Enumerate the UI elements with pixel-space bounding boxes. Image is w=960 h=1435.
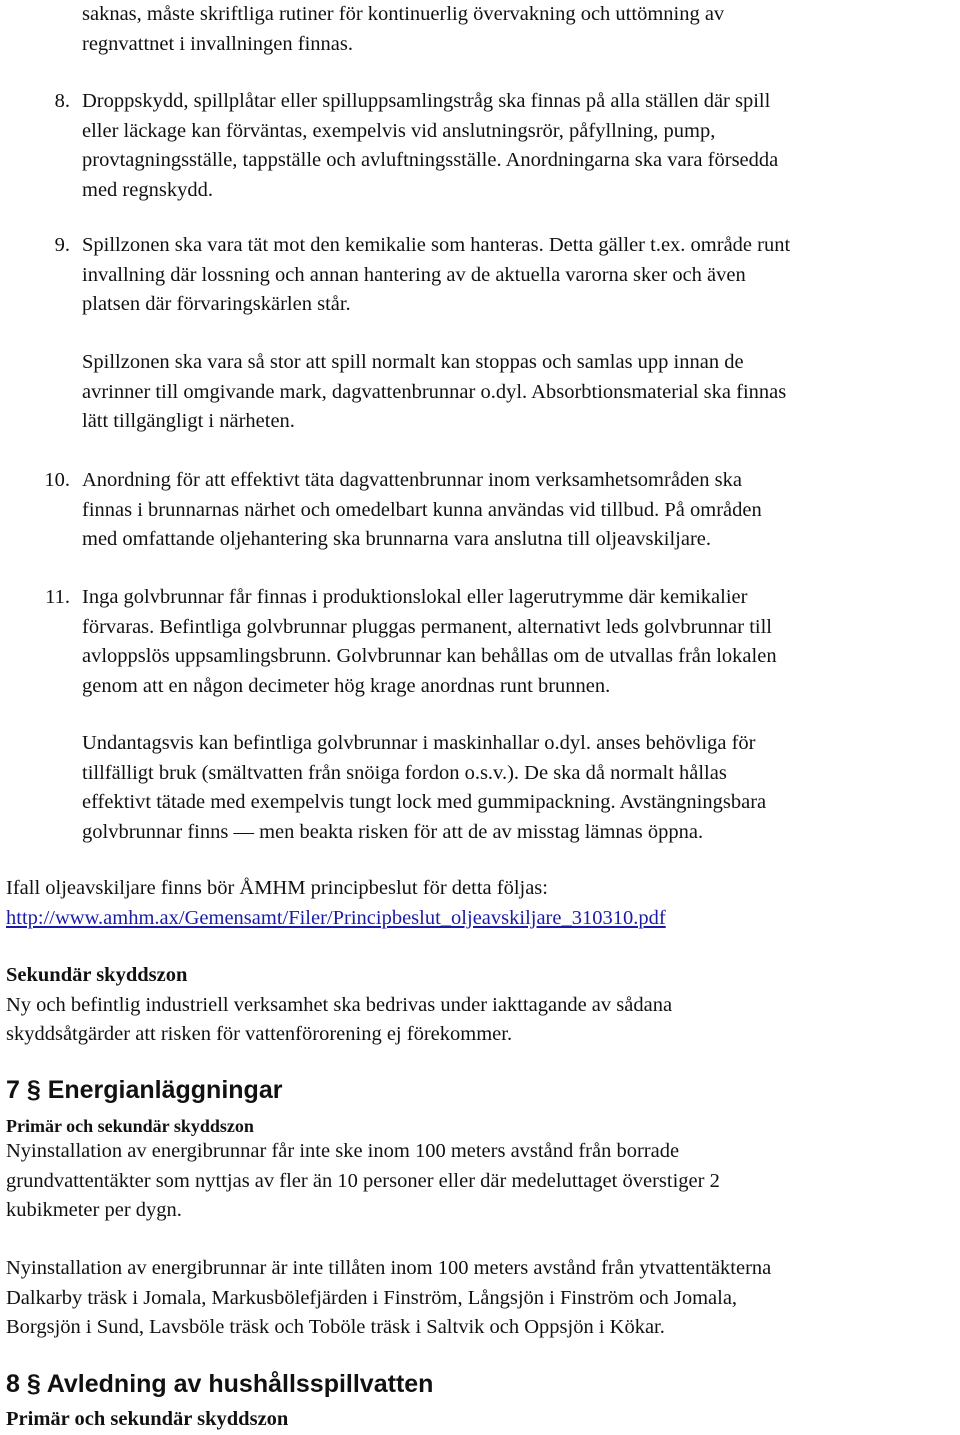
text-line: golvbrunnar finns — men beakta risken för att de av misstag lämnas öppna. [82,820,704,843]
text-line: tillfälligt bruk (smältvatten från snöiga fordon o.s.v.). De ska då normalt hållas [82,761,727,784]
text-line: Borgsjön i Sund, Lavsböle träsk och Toböle träsk i Saltvik och Oppsjön i Kökar. [6,1316,665,1338]
list-item-11 [82,583,950,701]
section-7-paragraph-1 [6,1137,956,1226]
list-item-8 [82,87,950,205]
text-line: Nyinstallation av energibrunnar får inte ske inom 100 meters avstånd från borrade [6,1140,680,1162]
text-line: med omfattande oljehantering ska brunnarna vara anslutna till oljeavskiljare. [82,528,712,550]
text-line: lätt tillgängligt i närheten. [82,410,295,432]
text-line: skyddsåtgärder att risken för vattenförorening ej förekommer. [6,1023,513,1045]
text-line: Droppskydd, spillplåtar eller spilluppsamlingstråg ska finnas på alla ställen där spill [82,90,771,112]
text-line: effektivt tätade med exempelvis tungt lock med gummipackning. Avstängningsbara [82,791,767,813]
text-line: kubikmeter per dygn. [6,1199,182,1221]
text-line: Anordning för att effektivt täta dagvattenbrunnar inom verksamhetsområden ska [82,469,742,491]
text-line: avrinner till omgivande mark, dagvattenbrunnar o.dyl. Absorbtionsmaterial ska finnas [82,380,787,403]
list-item-9-paragraph-2 [82,348,950,437]
intro-paragraph [82,0,950,59]
text-line: Ifall oljeavskiljare finns bör ÅMHM principbeslut för detta följas: [6,877,548,899]
text-line: eller läckage kan förväntas, exempelvis vid anslutningsrör, påfyllning, pump, [82,119,716,142]
text-line: med regnskydd. [82,178,213,201]
text-line: Nyinstallation av energibrunnar är inte tillåten inom 100 meters avstånd från ytvattentäkterna [6,1257,772,1279]
section-8-subheading: Primär och sekundär skyddszon [6,1408,289,1430]
list-item-9 [82,231,950,320]
text-line: genom att en någon decimeter hög krage anordnas runt brunnen. [82,674,611,697]
list-number: 9. [54,234,70,256]
section-8-heading: 8 § Avledning av hushållsspillvatten [6,1370,434,1398]
list-number: 11. [45,586,70,608]
amhm-paragraph [6,874,956,933]
text-line: finnas i brunnarnas närhet och omedelbart kunna användas vid tillbud. På områden [82,498,762,521]
text-line: avloppslös uppsamlingsbrunn. Golvbrunnar kan behållas om de utvallas från lokalen [82,645,777,667]
text-line: Spillzonen ska vara så stor att spill normalt kan stoppas och samlas upp innan de [82,351,744,373]
section-subheading: Sekundär skyddszon [6,964,188,986]
text-line: platsen där förvaringskärlen står. [82,293,351,315]
principbeslut-link[interactable]: http://www.amhm.ax/Gemensamt/Filer/Principbeslut_oljeavskiljare_310310.pdf [6,906,666,929]
text-line: saknas, måste skriftliga rutiner för kontinuerlig övervakning och uttömning av [82,3,725,25]
section-7-heading: 7 § Energianläggningar [6,1076,283,1104]
text-line: Inga golvbrunnar får finnas i produktionslokal eller lagerutrymme där kemikalier [82,586,748,608]
text-line: provtagningsställe, tappställe och avluftningsställe. Anordningarna ska vara försedda [82,149,779,171]
text-line: Dalkarby träsk i Jomala, Markusbölefjärden i Finström, Långsjön i Finström och Jomala, [6,1286,738,1309]
text-line: regnvattnet i invallningen finnas. [82,32,353,55]
list-item-11-paragraph-2 [82,729,950,847]
text-line: grundvattentäkter som nyttjas av fler än 10 personer eller där medeluttaget överstiger 2 [6,1169,720,1192]
sekundar-section [6,961,956,1050]
text-line: förvaras. Befintliga golvbrunnar pluggas permanent, alternativt leds golvbrunnar till [82,615,772,638]
text-line: Undantagsvis kan befintliga golvbrunnar i maskinhallar o.dyl. anses behövliga för [82,732,756,754]
list-number: 10. [44,469,70,491]
text-line: Ny och befintlig industriell verksamhet ska bedrivas under iakttagande av sådana [6,993,673,1016]
section-7-paragraph-2 [6,1254,956,1343]
section-7-subheading: Primär och sekundär skyddszon [6,1116,254,1136]
list-item-10 [82,466,950,555]
text-line: Spillzonen ska vara tät mot den kemikalie som hanteras. Detta gäller t.ex. område runt [82,234,791,256]
text-line: invallning där lossning och annan hantering av de aktuella varorna sker och även [82,263,746,286]
list-number: 8. [54,90,70,112]
